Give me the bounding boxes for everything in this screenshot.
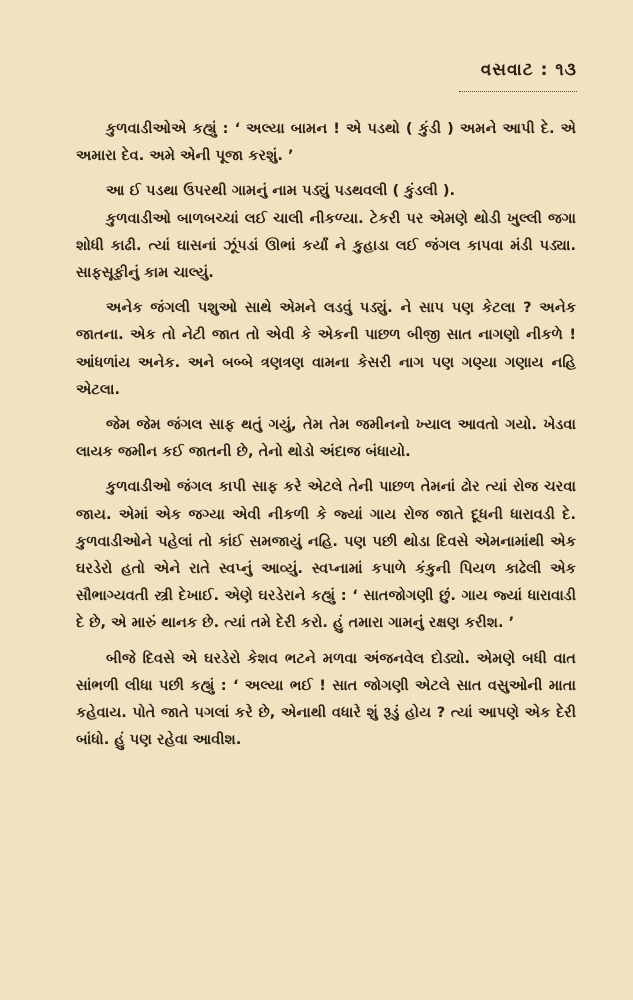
paragraph-4: અનેક જંગલી પશુઓ સાથે એમને લડવું પડ્યું. ને સાપ પણ કેટલા ? અનેક જાતના. એક તો નેટી જાત તો એવી કે એકની પાછળ બીજી સાત નાગણો નીકળે ! આંધળાંય અનેક. અને બબ્બે ત્રણત્રણ વામના કેસરી નાગ પણ ગણ્યા ગણાય નહિ એટલા. <box>76 299 576 398</box>
paragraph-7: બીજે દિવસે એ ઘરડેરો કેશવ ભટને મળવા અંજનવેલ દોડ્યો. એમણે બધી વાત સાંભળી લીધા પછી કહ્યું : ‘ અલ્યા ભઈ ! સાત જોગણી એટલે સાત વસુઓની માતા કહેવાય. પોતે જાતે પગલાં કરે છે, એનાથી વધારે શું રૂડું હોય ? ત્યાં આપણે એક દેરી બાંધો. હું પણ રહેવા આવીશ. <box>76 649 576 749</box>
running-head: વસવાટ : ૧૩ <box>480 60 577 80</box>
paragraph-5: જેમ જેમ જંગલ સાફ થતું ગયું, તેમ તેમ જમીનનો ખ્યાલ આવતો ગયો. ખેડવા લાયક જમીન કઈ જાતની છે, તેનો થોડો અંદાજ બંધાયો. <box>76 416 576 461</box>
header-rule <box>459 91 577 92</box>
paragraph-2: આ ઈ પડથા ઉપરથી ગામનું નામ પડ્યું પડથવલી ( કુંડલી ). <box>106 182 456 200</box>
body-text <box>76 115 576 761</box>
paragraph-3: કુળવાડીઓ બાળબચ્ચાં લઈ ચાલી નીકળ્યા. ટેકરી પર એમણે થોડી ખુલ્લી જગા શોધી કાઢી. ત્યાં ઘાસનાં ઝૂંપડાં ઊભાં કર્યાં ને કુહાડા લઈ જંગલ કાપવા મંડી પડ્યા. સાફસૂફીનું કામ ચાલ્યું. <box>76 209 576 282</box>
paragraph-6: કુળવાડીઓ જંગલ કાપી સાફ કરે એટલે તેની પાછળ તેમનાં ઢોર ત્યાં રોજ ચરવા જાય. એમાં એક જગ્યા એવી નીકળી કે જ્યાં ગાય રોજ જાતે દૂધની ધારાવડી દે. કુળવાડીઓને પહેલાં તો કાંઈ સમજાયું નહિ. પણ પછી થોડા દિવસે એમનામાંથી એક ઘરડેરો હતો એને રાતે સ્વપ્નું આવ્યું. સ્વપ્નામાં કપાળે કંકુની પિયળ કાઢેલી એક સૌભાગ્યવતી સ્ત્રી દેખાઈ. એણે ઘરડેરાને કહ્યું : ‘ સાતજોગણી છું. ગાય જ્યાં ધારાવાડી દે છે, એ મારું થાનક છે. ત્યાં તમે દેરી કરો. હું તમારા ગામનું રક્ષણ કરીશ. ’ <box>76 478 576 632</box>
paragraph-1: કુળવાડીઓએ કહ્યું : ‘ અલ્યા બામન ! એ પડથો ( કુંડી ) અમને આપી દે. એ અમારા દેવ. અમે એની પૂજા કરશું. ’ <box>76 120 576 165</box>
